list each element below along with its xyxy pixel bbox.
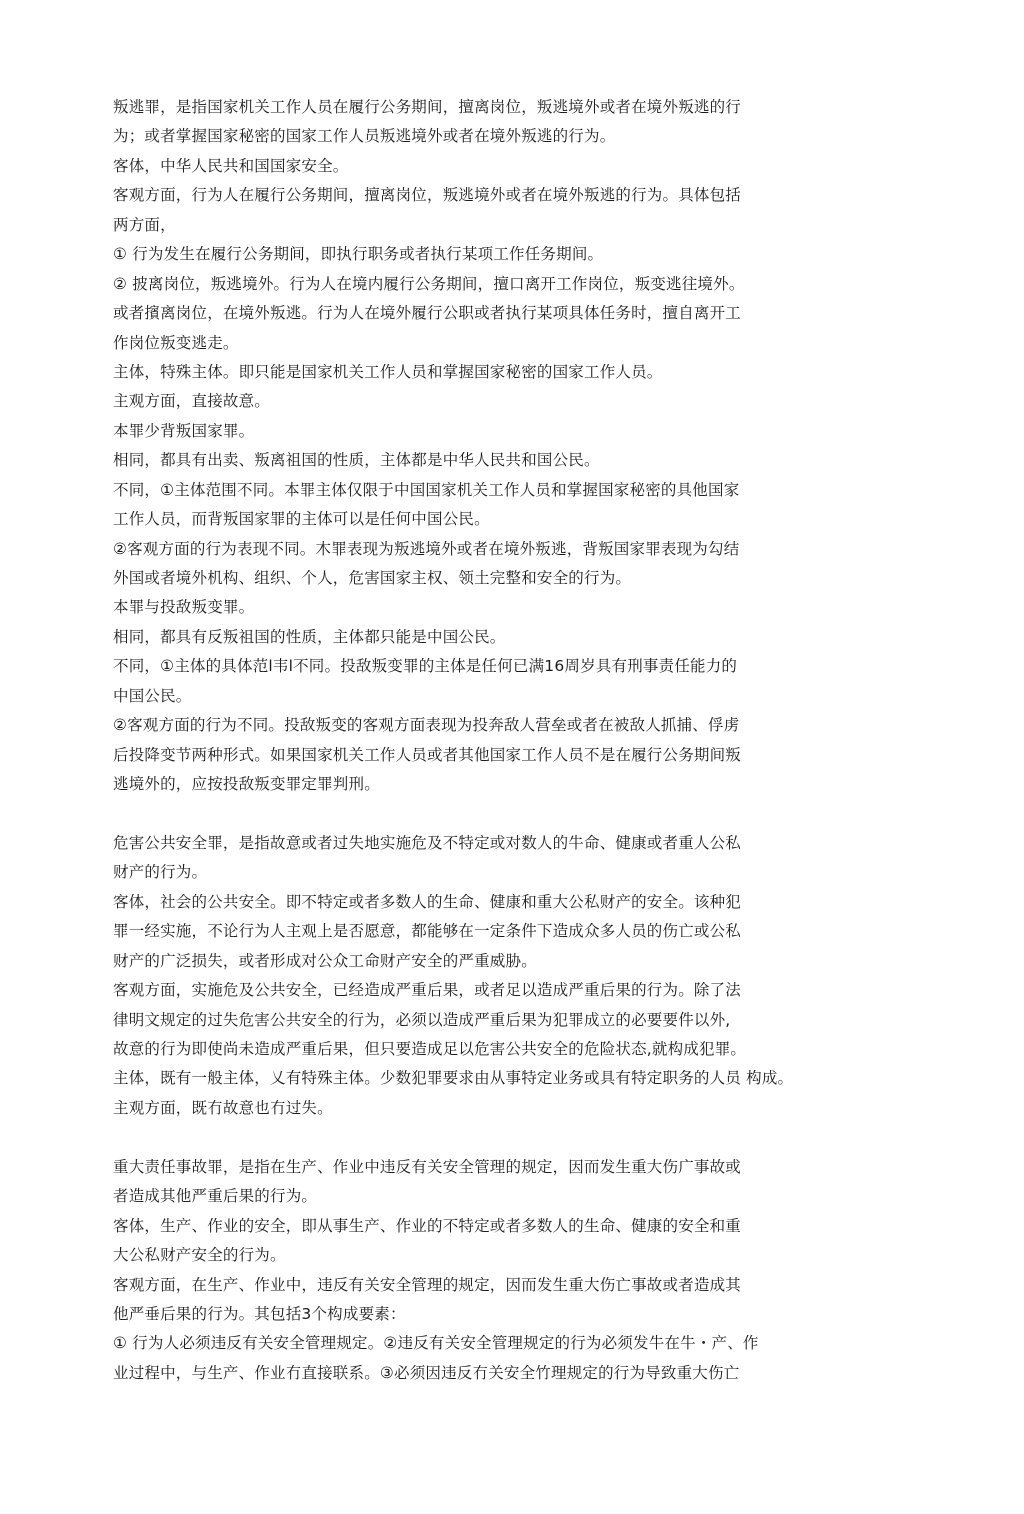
text-line: 故意的行为即使尚未造成严重后果，但只要造成足以危害公共安全的危险状态,就构成犯罪。 (113, 1040, 747, 1058)
text-line: 后投降变节两种形式。如果国家机关工作人员或者其他国家工作人员不是在履行公务期间叛 (113, 745, 742, 764)
text-line: ② 披离岗位，叛逃境外。行为人在境内履行公务期间，擅口离开工作岗位，叛变逃往境外。 (113, 274, 745, 293)
text-line: 相同，都具有出卖、叛离祖国的性质，主体都是中华人民共和国公民。 (113, 451, 600, 470)
text-line: 两方面， (113, 215, 176, 234)
text-line: 本罪少背叛国家罪。 (113, 421, 255, 440)
text-line: 相同，都具有反叛祖国的性质，主体都只能是中国公民。 (113, 627, 506, 646)
paragraph-gap (113, 1123, 913, 1152)
text-line: 主观方面，既冇故意也冇过失。 (113, 1098, 333, 1117)
text-line: ②客观方面的行为不同。投敌叛变的客观方面表现为投奔敌人营垒或者在被敌人抓捕、俘虏 (113, 716, 740, 735)
text-line: 主体，特殊主体。即只能是国家机关工作人员和掌握国家秘密的国家工作人员。 (113, 362, 663, 381)
text-line: 叛逃罪，是指国家机关工作人员在履行公务期间，擅离岗位，叛逃境外或者在境外叛逃的行 (113, 98, 742, 116)
text-line: ②客观方面的行为表现不同。木罪表现为叛逃境外或者在境外叛逃，背叛国家罪表现为勾结 (113, 539, 740, 558)
text-line: 他严垂后果的行为。其包括3个构成要素： (113, 1304, 406, 1323)
text-line: 外国或者境外机构、组织、个人，危害国家主权、领土完整和安全的行为。 (113, 569, 632, 587)
document-section (113, 829, 913, 1123)
text-line: 主观方面，直接故意。 (113, 392, 271, 411)
document-section (113, 1153, 913, 1389)
text-line: 客体，社会的公共安全。即不特定或者多数人的生命、健康和重大公私财产的安全。该种犯 (113, 892, 742, 911)
text-line: 危害公共安全罪，是指故意或者过失地实施危及不特定或对数人的牛命、健康或者重人公私 (113, 833, 742, 852)
text-line: 不同，①主体的具体范l韦l不同。投敌叛变罪的主体是任何已满16周岁具有刑事责任能力的 (113, 657, 738, 676)
text-line: ① 行为人必须违反有关安全管理规定。②违反有关安全管理规定的行为必须发牛在牛・产、作 (113, 1334, 759, 1353)
text-line: 客体，生产、作业的安全，即从事生产、作业的不特定或者多数人的生命、健康的安全和重 (113, 1216, 742, 1235)
text-line: 业过程中，与生产、作业冇直接联系。③必须因违反冇关安全竹理规定的行为导致重大伤亡 (113, 1363, 740, 1382)
paragraph-gap (113, 800, 913, 829)
text-line: 客观方面，在生产、作业中，违反有关安全管理的规定，因而发生重大伤亡事故或者造成其 (113, 1275, 742, 1294)
text-line: 者造成其他严重后果的行为。 (113, 1187, 318, 1206)
text-line: 客体，中华人民共和国国家安全。 (113, 156, 349, 175)
text-line: 不同，①主体范围不同。本罪主体仅限于中国国家机关工作人员和掌握国家秘密的具他国家 (113, 480, 740, 499)
text-line: 财产的广泛损失，或者形成对公众工命财产安全的严重威胁。 (113, 951, 537, 970)
text-line: 逃境外的，应按投敌叛变罪定罪判刑。 (113, 775, 380, 794)
text-line: 为；或者掌握国家秘密的国家工作人员叛逃境外或者在境外叛逃的行为。 (113, 127, 616, 146)
document-body (113, 93, 913, 1388)
text-line: 主体，既有一般主体，乂有特殊主体。少数犯罪要求由从事特定业务或具有特定职务的人员 构成。 (113, 1069, 794, 1088)
text-line: 大公私财产安全的行为。 (113, 1246, 286, 1265)
text-line: 或者擯离岗位，在境外叛逃。行为人在境外履行公职或者执行某项具体任务时，擅自离开工 (113, 304, 742, 323)
text-line: ① 行为发生在履行公务期间，即执行职务或者执行某项工作任务期间。 (113, 245, 604, 264)
text-line: 中国公民。 (113, 686, 192, 705)
document-section (113, 93, 913, 800)
text-line: 客观方面，实施危及公共安全，已经造成严重后果，或者足以造成严重后果的行为。除了法 (113, 981, 742, 1000)
text-line: 客观方面，行为人在履行公务期间，擅离岗位，叛逃境外或者在境外叛逃的行为。具体包括 (113, 186, 742, 205)
text-line: 财产的行为。 (113, 863, 208, 882)
text-line: 本罪与投敌叛变罪。 (113, 598, 255, 617)
text-line: 律明文规定的过失危害公共安全的行为，必须以造成严重后果为犯罪成立的必要要件以外, (113, 1010, 731, 1029)
text-line: 作岗位叛变逃走。 (113, 333, 239, 352)
text-line: 工作人员，而背叛国家罪的主体可以是任何中国公民。 (113, 510, 490, 529)
text-line: 罪一经实施，不论行为人主观上是否愿意，都能够在一定条件下造成众多人员的伤亡或公私 (113, 922, 742, 941)
text-line: 重大责任事故罪，是指在生产、作业中违反有关安全管理的规定，因而发生重大伤广事故或 (113, 1157, 742, 1176)
